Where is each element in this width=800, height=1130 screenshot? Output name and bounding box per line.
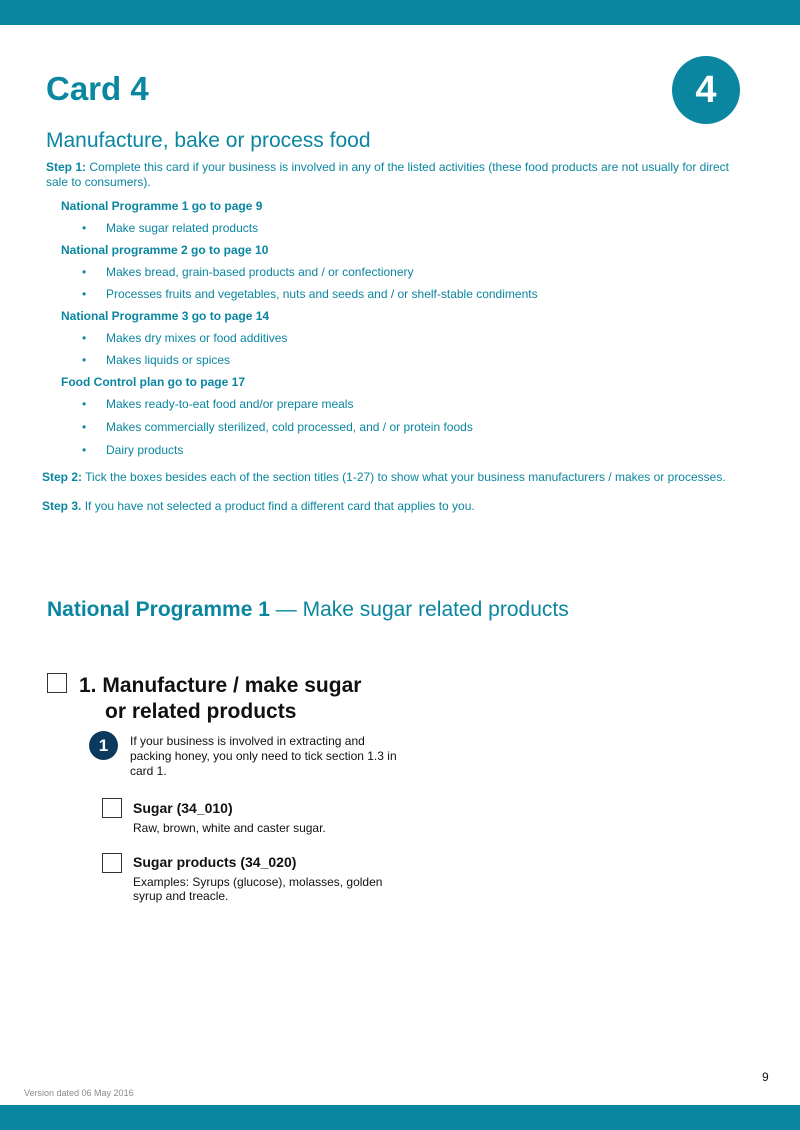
list-item: [82, 397, 353, 411]
card-subtitle: Manufacture, bake or process food: [46, 129, 371, 152]
section-1-checkbox[interactable]: [47, 673, 67, 693]
step-1-text: Complete this card if your business is involved in any of the listed activities (these food products are not usually for direct sale to consumers).: [46, 160, 730, 189]
step-1-label: Step 1:: [46, 160, 87, 174]
bullet-icon: •: [82, 420, 87, 434]
list-item: [82, 221, 258, 235]
sugar-item-desc: Raw, brown, white and caster sugar.: [133, 821, 326, 835]
section-title: [47, 598, 569, 622]
sugar-products-checkbox[interactable]: [102, 853, 122, 873]
bullet-icon: •: [82, 287, 87, 301]
card-number-badge: 4: [672, 56, 740, 124]
section-1-title-line1: 1. Manufacture / make sugar: [79, 674, 362, 697]
list-item-text: Makes bread, grain-based products and / or confectionery: [106, 265, 414, 279]
group-heading: Food Control plan go to page 17: [61, 375, 245, 389]
bullet-icon: •: [82, 265, 87, 279]
list-item-text: Make sugar related products: [106, 221, 259, 235]
sugar-products-item-desc: Examples: Syrups (glucose), molasses, golden syrup and treacle.: [133, 875, 383, 903]
section-1-title: [79, 673, 361, 725]
bullet-icon: •: [82, 331, 87, 345]
section-title-rest: — Make sugar related products: [269, 598, 569, 621]
bullet-icon: •: [82, 443, 87, 457]
page-number: 9: [762, 1070, 769, 1084]
list-item: [82, 287, 538, 301]
top-band: [0, 0, 800, 25]
step-2: [42, 470, 782, 485]
version-date: Version dated 06 May 2016: [24, 1088, 134, 1098]
list-item-text: Dairy products: [106, 443, 184, 457]
bullet-icon: •: [82, 221, 87, 235]
list-item: [82, 353, 230, 367]
step-2-text: Tick the boxes besides each of the section titles (1-27) to show what your business manufacturers / makes or processes.: [85, 470, 726, 484]
list-item: [82, 331, 287, 345]
note-text: If your business is involved in extracting and packing honey, you only need to tick section 1.3 in card 1.: [130, 734, 397, 778]
bottom-band: [0, 1105, 800, 1130]
bullet-icon: •: [82, 397, 87, 411]
list-item-text: Makes liquids or spices: [106, 353, 231, 367]
group-heading: National Programme 1 go to page 9: [61, 199, 263, 213]
list-item: [82, 420, 473, 434]
sugar-products-item-title: Sugar products (34_020): [133, 854, 297, 870]
list-item: [82, 265, 414, 279]
step-2-label: Step 2:: [42, 470, 83, 484]
step-3-text: If you have not selected a product find a different card that applies to you.: [84, 499, 475, 513]
list-item-text: Makes commercially sterilized, cold processed, and / or protein foods: [106, 420, 473, 434]
section-1-title-line2: or related products: [105, 700, 297, 723]
step-3: [42, 499, 782, 514]
group-heading: National Programme 3 go to page 14: [61, 309, 270, 323]
step-3-label: Step 3.: [42, 499, 82, 513]
bullet-icon: •: [82, 353, 87, 367]
group-heading: National programme 2 go to page 10: [61, 243, 269, 257]
list-item-text: Processes fruits and vegetables, nuts and seeds and / or shelf-stable condiments: [106, 287, 538, 301]
section-title-bold: National Programme 1: [47, 598, 270, 621]
sugar-item-title: Sugar (34_010): [133, 800, 233, 816]
list-item-text: Makes dry mixes or food additives: [106, 331, 288, 345]
card-title: Card 4: [46, 70, 149, 107]
step-1: [46, 160, 746, 190]
sugar-checkbox[interactable]: [102, 798, 122, 818]
list-item: [82, 443, 183, 457]
list-item-text: Makes ready-to-eat food and/or prepare meals: [106, 397, 354, 411]
note-number-badge: 1: [89, 731, 118, 760]
